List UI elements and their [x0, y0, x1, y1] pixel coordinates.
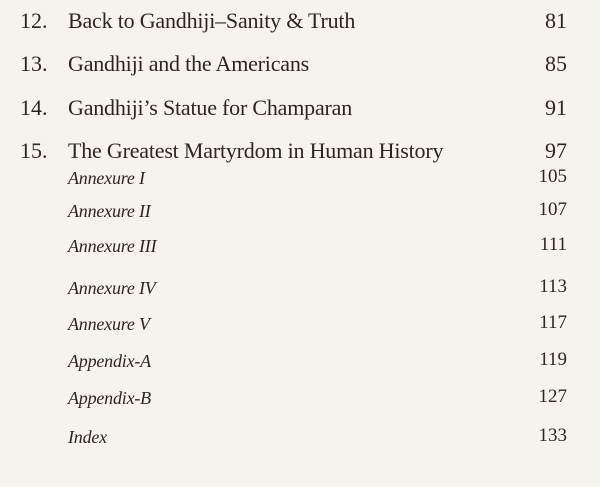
page-number: 105	[538, 166, 567, 187]
entry-title: Index	[68, 427, 107, 447]
toc-entry	[0, 312, 600, 342]
page-number: 133	[538, 425, 567, 446]
toc-entry	[0, 95, 600, 125]
page-number: 81	[545, 8, 567, 33]
chapter-title: The Greatest Martyrdom in Human History	[68, 138, 444, 163]
toc-entry	[0, 166, 600, 196]
page-number: 107	[538, 199, 567, 220]
toc-entry	[0, 276, 600, 306]
chapter-number: 13.	[20, 51, 48, 76]
toc-entry	[0, 425, 600, 455]
toc-entry	[0, 234, 600, 264]
chapter-title: Gandhiji and the Americans	[68, 51, 310, 76]
page-number: 113	[539, 276, 567, 297]
entry-title: Annexure IV	[68, 278, 156, 298]
entry-title: Annexure I	[68, 168, 145, 188]
page-number: 97	[545, 138, 567, 163]
page-number: 111	[539, 234, 567, 255]
entry-title: Annexure III	[68, 236, 157, 256]
page-number: 119	[539, 349, 567, 370]
chapter-number: 14.	[20, 95, 48, 120]
toc-entry	[0, 138, 600, 168]
toc-entry	[0, 8, 600, 38]
entry-title: Appendix-B	[68, 388, 151, 408]
chapter-title: Back to Gandhiji–Sanity & Truth	[68, 8, 356, 33]
page-number: 117	[539, 312, 567, 333]
entry-title: Appendix-A	[68, 351, 151, 371]
chapter-number: 15.	[20, 138, 48, 163]
toc-entry	[0, 199, 600, 229]
chapter-number: 12.	[20, 8, 48, 33]
toc-entry	[0, 51, 600, 81]
chapter-title: Gandhiji’s Statue for Champaran	[68, 95, 353, 120]
toc-entry	[0, 349, 600, 379]
toc-entry	[0, 386, 600, 416]
entry-title: Annexure II	[68, 201, 151, 221]
page-number: 127	[538, 386, 567, 407]
page-number: 85	[545, 51, 567, 76]
page-number: 91	[545, 95, 567, 120]
entry-title: Annexure V	[68, 314, 150, 334]
